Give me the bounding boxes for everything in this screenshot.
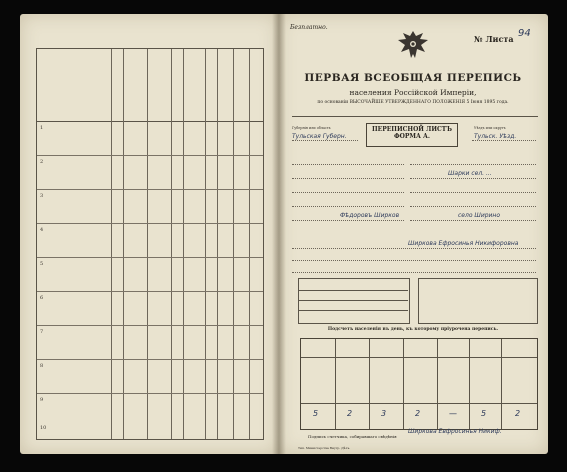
grid-value: 2: [515, 409, 521, 418]
province-value: Тульская Губерн.: [292, 133, 347, 140]
row-number: 2: [40, 159, 44, 165]
sheet-number-label: № Листа: [474, 34, 514, 44]
form-letter: ФОРМА А.: [393, 133, 431, 140]
row-number: 4: [40, 227, 44, 233]
page-title: ПЕРВАЯ ВСЕОБЩАЯ ПЕРЕПИСЬ: [304, 72, 522, 84]
row-number: 7: [40, 329, 44, 335]
population-heading: Подсчетъ населенія въ день, къ которому пріурочена перепись.: [327, 327, 499, 332]
owner-value: Ширкова Ефросинья Никифоровна: [408, 240, 519, 247]
row-number: 1: [40, 125, 44, 131]
signature-label: Подпись счетчика, собиравшаго свѣдѣнія: [308, 434, 397, 439]
name-value: Фѣдоровъ Ширков: [340, 212, 400, 219]
imperial-eagle-icon: [394, 28, 432, 64]
document-spread: [20, 14, 548, 454]
grid-value: 5: [481, 409, 487, 418]
grid-value: 5: [313, 409, 319, 418]
province-label: Губернія или область: [292, 126, 331, 130]
row-number: 9: [40, 397, 44, 403]
left-ledger-table: [36, 48, 264, 440]
book-gutter: [272, 14, 286, 454]
village-value: Шарки сел. ...: [448, 170, 492, 177]
signature-value: Ширкова Евфросинья Никиф.: [408, 428, 502, 435]
room-table: [298, 278, 410, 324]
district-label: Уѣздъ или округъ: [474, 126, 506, 130]
page-subtitle: населения Россійской Имперіи,: [349, 88, 477, 97]
printer-line: Тип. Министерства Внутр. Дѣлъ.: [298, 446, 351, 450]
decree-line: по основаніи ВЫСОЧАЙШЕ УТВЕРЖДЕННАГО ПОЛОЖЕНІЯ 5 Іюня 1895 года.: [317, 100, 509, 105]
right-page: [278, 14, 548, 454]
row-number: 5: [40, 261, 44, 267]
population-grid: [300, 338, 538, 430]
grid-value: 2: [415, 409, 421, 418]
notes-table: [418, 278, 538, 324]
grid-value: 2: [347, 409, 353, 418]
form-title: ПЕРЕПИСНОЙ ЛИСТЪ: [371, 126, 453, 133]
row-number: 8: [40, 363, 44, 369]
free-label: Безплатно.: [290, 24, 328, 31]
grid-value: 3: [381, 409, 387, 418]
row-number: 10: [40, 425, 47, 431]
place-value: село Ширино: [458, 212, 501, 219]
sheet-number-handwritten: 94: [518, 28, 531, 39]
left-table-header: [37, 49, 263, 122]
district-value: Тульск. Уѣзд.: [474, 133, 517, 140]
left-page: [20, 14, 278, 454]
row-number: 6: [40, 295, 44, 301]
form-title-box: [366, 123, 458, 147]
row-number: 3: [40, 193, 44, 199]
grid-value: —: [449, 409, 457, 418]
